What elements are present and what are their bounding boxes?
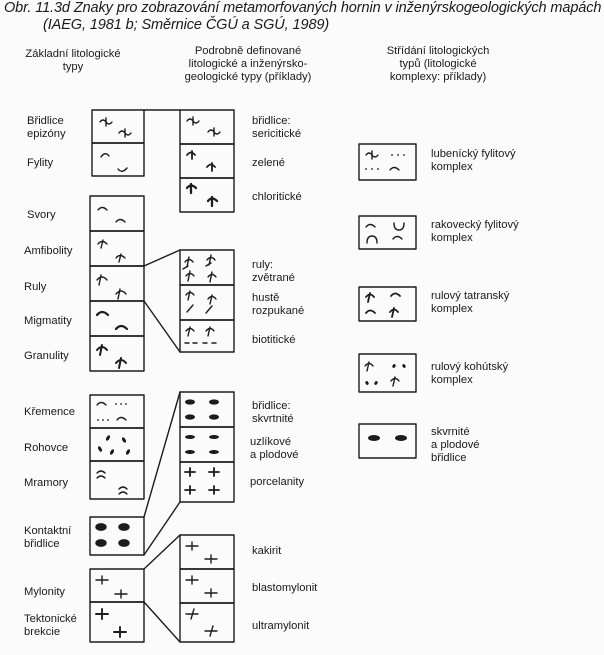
symbol-sericite-b (119, 129, 131, 137)
box-group-brid-fylity (92, 110, 144, 176)
box-uzlikove (180, 427, 234, 462)
symbol-svory (98, 208, 125, 223)
box-migmatity (90, 301, 144, 336)
symbol-kremence-wave2 (117, 418, 126, 421)
symbol-rakovecky (366, 223, 404, 243)
symbol-kohutsky-dots (365, 364, 407, 386)
label-fylity: Fylity (27, 157, 54, 169)
label-zelene: zelené (252, 157, 285, 169)
symbol-biotiticke (185, 327, 216, 343)
connectors (144, 250, 180, 642)
box-svory (90, 196, 144, 231)
box-tatransky (359, 287, 416, 321)
box-chloriticke (180, 178, 234, 212)
box-group-brid-skvrtnite (180, 392, 234, 502)
label-granulity: Granulity (24, 350, 69, 362)
box-tektonicke-brekcie (90, 602, 144, 642)
symbol-huste-rozpukane (186, 291, 216, 313)
symbol-sericite-a (100, 118, 112, 126)
label-tatransky-komplex: rulový tatranský komplex (431, 290, 510, 315)
connector-kontakt-bottom (144, 502, 180, 555)
box-mramory (90, 461, 144, 499)
label-mramory: Mramory (24, 477, 69, 489)
label-tektonicke-brekcie: Tektonické brekcie (24, 613, 77, 638)
symbol-mramory (97, 471, 127, 494)
label-ruly-zvetrane: ruly: zvětrané (252, 259, 295, 284)
box-lubenicky (359, 144, 416, 180)
box-kohutsky (359, 354, 416, 392)
symbol-brekcie (96, 609, 126, 637)
box-huste-rozpukane (180, 285, 234, 320)
box-granulity (90, 336, 144, 371)
box-zelene (180, 144, 234, 178)
figure-title-line1: Obr. 11.3d Znaky pro zobrazování metamorfovaných hornin v inženýrskogeologických mapách (4, 0, 602, 16)
box-group-brid-detail (180, 110, 234, 212)
connector-mylonity-top (144, 535, 180, 569)
symbol-tatransky (366, 293, 400, 317)
label-ultramylonit: ultramylonit (252, 620, 310, 632)
label-bridlice-skvrtnite: břidlice: skvrtnité (252, 400, 294, 425)
label-skvrnite-plodove: skvrnité a plodové břidlice (431, 426, 480, 464)
box-brid-epizony (92, 110, 144, 143)
box-rakovecky (359, 216, 416, 249)
box-porcelanity (180, 462, 234, 502)
symbol-lubenicky-b (390, 168, 399, 171)
symbol-lubenicky-dots (365, 154, 405, 170)
label-kremence: Křemence (24, 406, 75, 418)
symbol-porcelanity (185, 468, 219, 494)
connector-kontakt-top (144, 392, 180, 517)
box-mylonity (90, 569, 144, 602)
symbol-zvetrane (183, 255, 216, 282)
label-uzlikove-a-plodove: uzlíkové a plodové (250, 436, 299, 461)
symbol-kremence-wave (97, 403, 106, 406)
symbol-phyllite (101, 154, 127, 172)
label-mylonity: Mylonity (24, 586, 66, 598)
label-ruly: Ruly (24, 281, 47, 293)
box-group-ruly-detail (180, 250, 234, 352)
box-skvrtnite (180, 392, 234, 427)
label-kontaktni-bridlice: Kontaktní břidlice (24, 525, 72, 550)
box-ultramylonit (180, 603, 234, 642)
label-svory: Svory (27, 209, 56, 221)
box-group-complexes (359, 144, 416, 458)
symbol-amfibolity (98, 240, 125, 262)
box-group-metamorphic (90, 196, 144, 371)
connector-ruly-top (144, 250, 180, 266)
label-kohutsky-komplex: rulový kohútský komplex (431, 361, 509, 386)
box-group-mylonite (90, 569, 144, 642)
label-rakovecky-komplex: rakovecký fylitový komplex (431, 219, 519, 244)
symbol-ultramylonit (186, 609, 217, 636)
column-header-detailed: Podrobně definované litologické a inženýrsko- geologické typy (příklady) (184, 45, 312, 83)
label-kakirit: kakirit (252, 545, 282, 557)
label-lubenicky-komplex: lubenícký fylitový komplex (431, 148, 516, 173)
symbol-chloriticke (187, 184, 217, 206)
box-sericiticke (180, 110, 234, 144)
figure-title-line2: (IAEG, 1981 b; Směrnice ČGÚ a SGÚ, 1989) (43, 17, 330, 33)
symbol-granulity (97, 345, 126, 368)
symbol-kontaktni (96, 524, 129, 546)
box-kremence (90, 395, 144, 428)
box-kontaktni-bridlice (90, 517, 144, 555)
symbol-zelene (187, 151, 215, 171)
box-rohovce (90, 428, 144, 461)
label-huste-rozpukane: hustě rozpukané (252, 292, 305, 317)
label-porcelanity: porcelanity (250, 476, 305, 488)
column-header-alternation: Střídání litologických typů (litologické komplexy: příklady) (386, 45, 490, 83)
label-rohovce: Rohovce (24, 442, 69, 454)
box-group-quartzite (90, 395, 144, 499)
symbol-ruly (97, 275, 126, 299)
box-kakirit (180, 535, 234, 569)
symbol-lubenicky-a (366, 151, 378, 159)
symbol-skvrtnite (185, 399, 219, 419)
connector-mylonity-bottom (144, 602, 180, 642)
column-header-basic: Základní litologické typy (25, 48, 121, 73)
box-blastomylonit (180, 569, 234, 603)
box-group-mylonite-detail (180, 535, 234, 642)
symbol-uzlikove (185, 435, 219, 454)
symbol-migmatity (97, 312, 127, 329)
label-blastomylonit: blastomylonit (252, 582, 318, 594)
symbol-blastomylonit (186, 576, 217, 597)
box-ruly (90, 266, 144, 301)
label-migmatity: Migmatity (24, 315, 72, 327)
symbol-sericiticke (187, 117, 220, 136)
connector-ruly-bottom (144, 301, 180, 352)
label-biotiticke: biotitické (252, 334, 296, 346)
box-group-contact (90, 517, 144, 555)
label-brid-epizony: Břidlice epizóny (27, 115, 66, 140)
label-chloriticke: chloritické (252, 191, 302, 203)
label-sericiticke: břidlice: sericitické (252, 115, 302, 140)
box-skvrnite (359, 424, 416, 458)
label-amfibolity: Amfibolity (24, 245, 73, 257)
symbol-mylonity (96, 576, 127, 598)
box-amfibolity (90, 231, 144, 266)
box-fylity (92, 143, 144, 176)
symbol-skvrnite (368, 435, 407, 441)
symbol-kakirit (186, 542, 217, 563)
symbol-rohovce (97, 435, 131, 456)
